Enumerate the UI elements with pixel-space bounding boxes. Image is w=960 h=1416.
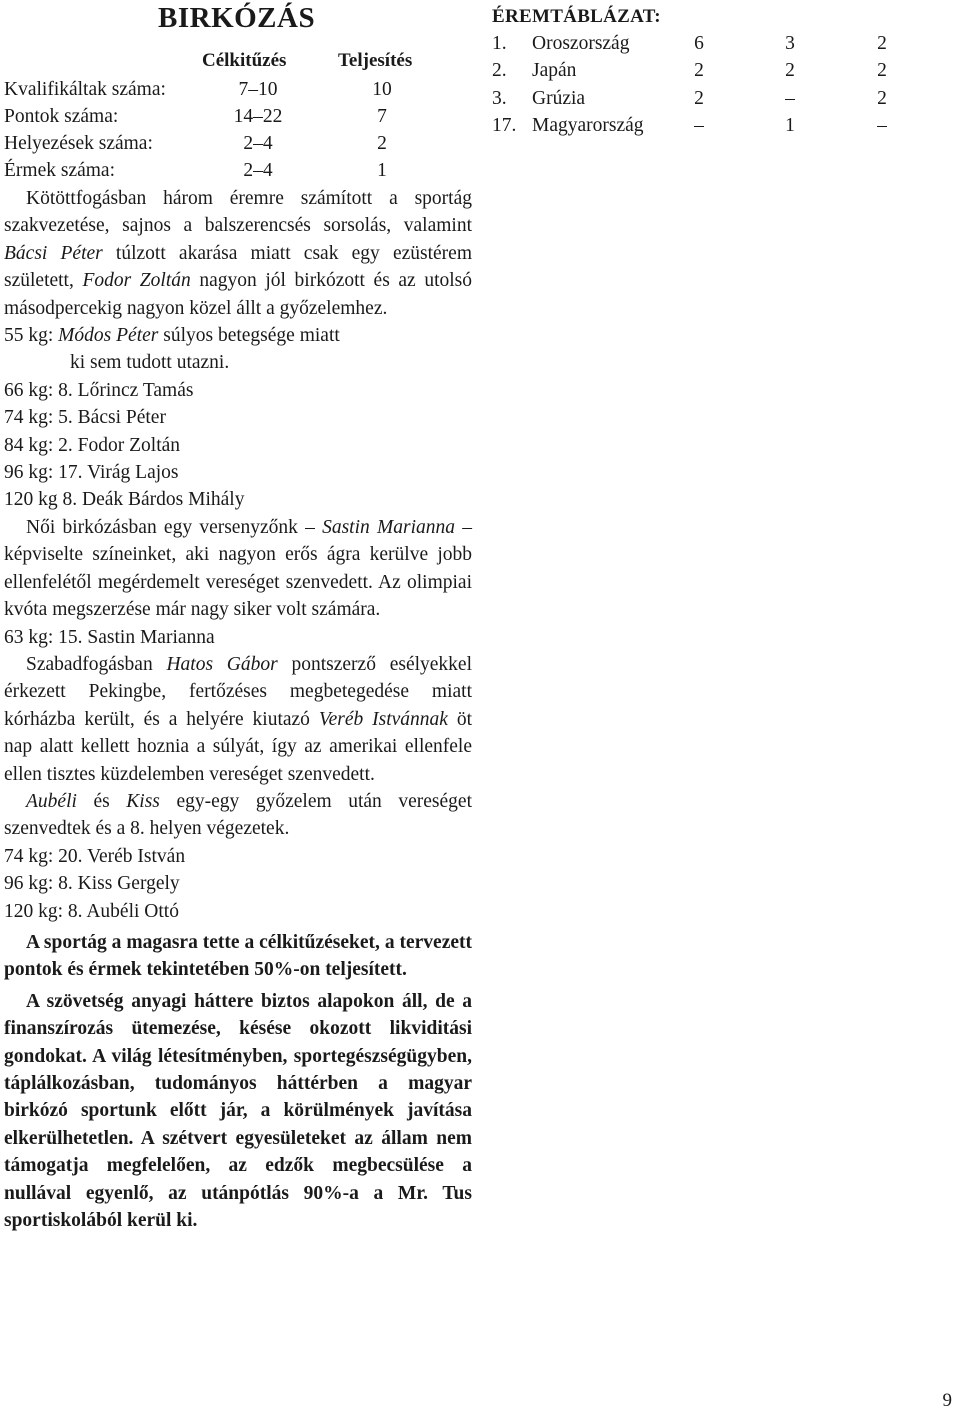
page-title: BIRKÓZÁS [158, 2, 316, 34]
medal-rank: 3. [492, 87, 507, 109]
result-line: 74 kg: 5. Bácsi Péter [4, 407, 166, 429]
athlete-name: Aubéli [26, 790, 77, 812]
medal-silver: – [785, 87, 795, 109]
medal-gold: 6 [694, 33, 704, 54]
goal-result: 2 [377, 133, 387, 154]
medal-gold: 2 [694, 87, 704, 109]
athlete-name: Sastin Marianna [322, 516, 456, 538]
result-line: 74 kg: 20. Veréb István [4, 845, 186, 867]
medal-row [492, 112, 912, 139]
goal-label: Pontok száma: [4, 106, 119, 127]
goal-target: 2–4 [243, 133, 273, 154]
medal-table-title: ÉREMTÁBLÁZAT: [492, 6, 661, 27]
result-line: ki sem tudott utazni. [70, 352, 230, 374]
medal-country: Oroszország [532, 33, 630, 54]
result-line: 66 kg: 8. Lőrincz Tamás [4, 379, 194, 401]
result-line: 96 kg: 17. Virág Lajos [4, 462, 179, 484]
summary-paragraph: A sportág a magasra tette a célkitűzéseket, a tervezett pontok és érmek tekintetében 50%-on teljesített. [4, 931, 472, 981]
medal-rank: 2. [492, 60, 507, 82]
intro-paragraph: Kötöttfogásban három éremre számított a sportág szakvezetése, sajnos a balszerencsés sorsolás, valamint Bácsi Péter túlzott akarása miatt csak egy ezüstérem született, Fodor Zoltán nagyon jól birkózott és az utolsó másodpercekig nagyon közel állt a győzelemhez. [4, 188, 472, 319]
goal-result: 1 [377, 160, 387, 181]
goal-label: Kvalifikáltak száma: [4, 79, 166, 100]
freestyle-paragraph-2: Aubéli és Kiss egy-egy győzelem után vereséget szenvedtek és a 8. helyen végezetek. [4, 790, 472, 840]
result-line: 120 kg: 8. Aubéli Ottó [4, 900, 179, 922]
medal-silver: 3 [785, 33, 795, 54]
goal-label: Helyezések száma: [4, 133, 153, 154]
goal-target: 2–4 [243, 160, 273, 181]
medal-gold: – [694, 115, 704, 137]
medal-bronze: 2 [877, 60, 887, 82]
medal-table [492, 6, 912, 140]
goal-label: Érmek száma: [4, 160, 115, 181]
medal-bronze: 2 [877, 87, 887, 109]
women-paragraph: Női birkózásban egy versenyzőnk – Sastin Marianna – képviselte színeinket, aki nagyon erős ágra kerülve jobb ellenfelétől megérdemelt vereséget szenvedett. Az olimpiai kvóta megszerzése már nagy siker volt számára. [4, 516, 472, 621]
goal-result: 10 [372, 79, 392, 100]
medal-country: Grúzia [532, 87, 586, 109]
athlete-name: Hatos Gábor [166, 653, 278, 675]
result-line: 84 kg: 2. Fodor Zoltán [4, 434, 181, 456]
athlete-name: Kiss [126, 790, 160, 812]
article-body [4, 185, 472, 1234]
medal-row [492, 85, 912, 112]
medal-country: Japán [532, 60, 577, 82]
freestyle-paragraph: Szabadfogásban Hatos Gábor pontszerző esélyekkel érkezett Pekingbe, fertőzéses megbetegedése miatt kórházba került, és a helyére kiutazó Veréb Istvánnak öt nap alatt kellett hoznia a súlyát, így az amerikai ellenfele ellen tisztes küzdelemben vereséget szenvedett. [4, 653, 473, 785]
medal-row [492, 57, 912, 84]
athlete-name: Fodor Zoltán [82, 270, 191, 292]
medal-silver: 1 [785, 115, 795, 137]
medal-row [492, 30, 912, 57]
athlete-name: Bácsi Péter [4, 242, 103, 264]
result-line: 55 kg: Módos Péter súlyos betegsége miatt [4, 325, 340, 347]
summary-paragraph: A szövetség anyagi háttere biztos alapokon áll, de a finanszírozás ütemezése, késése okozott likviditási gondokat. A világ létesítményben, sportegészségügyben, táplálkozásban, tudományos háttérben a magyar birkózó sportunk előtt jár, a körülmények javítása elkerülhetetlen. A szétvert egyesületeket az állam nem támogatja megfelelően, az edzők megbecsülése a nullával egyenlő, az utánpótlás 90%-a a Mr. Tus sportiskolából kerül ki. [4, 990, 472, 1232]
medal-bronze: – [877, 115, 887, 137]
page-number: 9 [942, 1390, 952, 1411]
medal-rank: 1. [492, 33, 507, 54]
result-line: 63 kg: 15. Sastin Marianna [4, 626, 215, 648]
medal-country: Magyarország [532, 115, 644, 137]
medal-rank: 17. [492, 115, 517, 137]
goal-target: 7–10 [238, 79, 278, 100]
goal-result: 7 [377, 106, 387, 127]
athlete-name: Veréb Istvánnak [318, 708, 448, 730]
result-line: 96 kg: 8. Kiss Gergely [4, 873, 180, 895]
medal-silver: 2 [785, 60, 795, 82]
medal-bronze: 2 [877, 33, 887, 54]
goal-target: 14–22 [233, 106, 283, 127]
medal-gold: 2 [694, 60, 704, 82]
goals-head-result: Teljesítés [338, 50, 413, 71]
goals-head-target: Célkitűzés [202, 50, 287, 71]
result-line: 120 kg 8. Deák Bárdos Mihály [4, 489, 245, 511]
